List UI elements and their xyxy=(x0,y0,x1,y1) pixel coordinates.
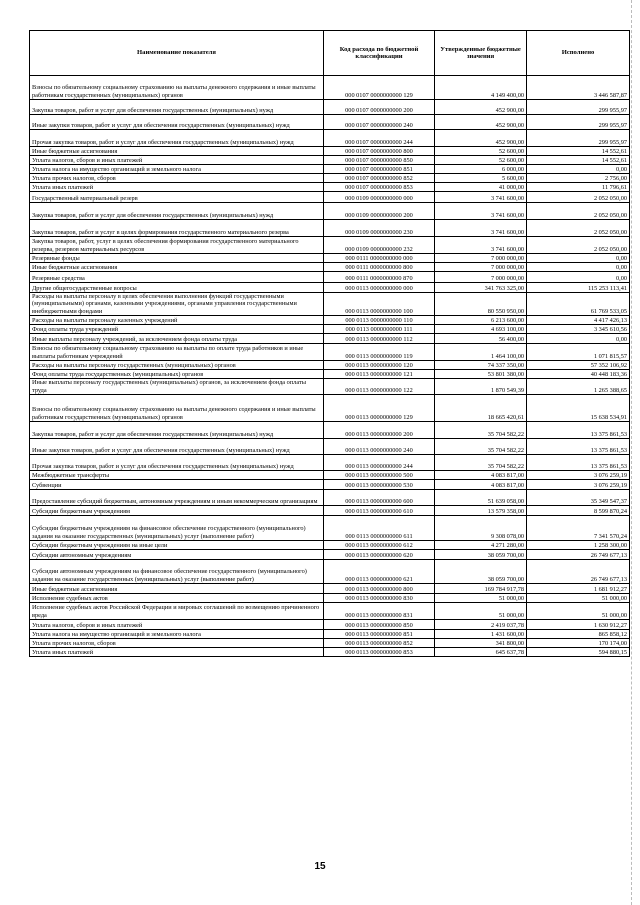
row-code: 000 0113 0000000000 610 xyxy=(324,506,435,516)
row-code: 000 0107 0000000000 800 xyxy=(324,147,435,156)
row-executed: 299 955,97 xyxy=(527,100,630,115)
row-approved: 35 704 582,22 xyxy=(435,439,527,455)
table-row xyxy=(30,263,630,272)
row-code: 000 0113 0000000000 500 xyxy=(324,471,435,480)
table-row xyxy=(30,316,630,325)
row-approved: 4 083 817,00 xyxy=(435,480,527,490)
row-approved: 9 308 078,00 xyxy=(435,516,527,541)
row-approved: 35 704 582,22 xyxy=(435,455,527,471)
row-executed: 13 375 861,53 xyxy=(527,455,630,471)
row-approved: 2 419 037,78 xyxy=(435,620,527,630)
table-row xyxy=(30,439,630,455)
row-executed: 13 375 861,53 xyxy=(527,422,630,439)
row-code: 000 0113 0000000000 240 xyxy=(324,439,435,455)
row-code: 000 0113 0000000000 853 xyxy=(324,648,435,657)
table-row xyxy=(30,603,630,620)
table-row xyxy=(30,203,630,220)
row-code: 000 0109 0000000000 200 xyxy=(324,203,435,220)
row-code: 000 0107 0000000000 850 xyxy=(324,156,435,165)
row-code: 000 0107 0000000000 853 xyxy=(324,183,435,192)
row-code: 000 0113 0000000000 121 xyxy=(324,370,435,379)
row-code: 000 0113 0000000000 200 xyxy=(324,422,435,439)
table-row xyxy=(30,648,630,657)
row-code: 000 0113 0000000000 850 xyxy=(324,620,435,630)
table-row xyxy=(30,370,630,379)
row-code: 000 0113 0000000000 852 xyxy=(324,639,435,648)
scan-edge-line xyxy=(631,0,632,905)
row-approved: 56 400,00 xyxy=(435,334,527,344)
row-code: 000 0109 0000000000 230 xyxy=(324,220,435,237)
row-executed: 57 352 106,92 xyxy=(527,361,630,370)
row-approved: 1 870 549,39 xyxy=(435,379,527,395)
table-row xyxy=(30,237,630,254)
row-code: 000 0107 0000000000 129 xyxy=(324,76,435,100)
row-executed: 15 638 534,91 xyxy=(527,395,630,422)
row-approved: 452 900,00 xyxy=(435,130,527,147)
column-header-approved: Утвержденные бюджетные значения xyxy=(435,31,527,76)
row-name: Исполнение судебных актов xyxy=(30,594,324,603)
table-row xyxy=(30,422,630,439)
table-row xyxy=(30,361,630,370)
table-row xyxy=(30,639,630,648)
row-approved: 35 704 582,22 xyxy=(435,422,527,439)
row-approved: 7 000 000,00 xyxy=(435,254,527,263)
row-approved: 51 639 058,00 xyxy=(435,490,527,506)
row-name: Взносы по обязательному социальному страхованию на выплаты по оплате труда работников и иные выплаты работникам учреждений xyxy=(30,344,324,361)
table-body xyxy=(30,76,630,657)
row-name: Прочая закупка товаров, работ и услуг для обеспечения государственных (муниципальных) нужд xyxy=(30,130,324,147)
row-name: Иные выплаты персоналу государственных (муниципальных) органов, за исключением фонда оплаты труда xyxy=(30,379,324,395)
row-executed: 14 552,61 xyxy=(527,156,630,165)
row-code: 000 0113 0000000000 000 xyxy=(324,283,435,293)
row-code: 000 0109 0000000000 232 xyxy=(324,237,435,254)
row-code: 000 0113 0000000000 110 xyxy=(324,316,435,325)
row-executed: 3 076 259,19 xyxy=(527,471,630,480)
row-approved: 52 600,00 xyxy=(435,147,527,156)
row-approved: 4 693 100,00 xyxy=(435,325,527,334)
row-approved: 80 550 950,00 xyxy=(435,293,527,316)
table-row xyxy=(30,344,630,361)
row-name: Прочая закупка товаров, работ и услуг для обеспечения государственных (муниципальных) нужд xyxy=(30,455,324,471)
row-executed: 1 258 300,00 xyxy=(527,541,630,550)
row-name: Уплата налогов, сборов и иных платежей xyxy=(30,156,324,165)
row-approved: 38 059 700,00 xyxy=(435,550,527,560)
row-name: Иные выплаты персоналу учреждений, за исключением фонда оплаты труда xyxy=(30,334,324,344)
row-name: Другие общегосударственные вопросы xyxy=(30,283,324,293)
row-executed: 40 448 183,36 xyxy=(527,370,630,379)
row-approved: 41 000,00 xyxy=(435,183,527,192)
row-executed: 3 076 259,19 xyxy=(527,480,630,490)
row-approved: 341 800,00 xyxy=(435,639,527,648)
row-name: Субсидии бюджетным учреждениям на финансовое обеспечение государственного (муниципального) задания на оказание государственных (муниципальных) услуг (выполнение работ) xyxy=(30,516,324,541)
row-executed: 26 749 677,13 xyxy=(527,550,630,560)
row-name: Фонд оплаты труда учреждений xyxy=(30,325,324,334)
row-executed: 865 858,12 xyxy=(527,630,630,639)
row-name: Иные бюджетные ассигнования xyxy=(30,263,324,272)
row-code: 000 0113 0000000000 851 xyxy=(324,630,435,639)
table-row xyxy=(30,76,630,100)
row-approved: 51 000,00 xyxy=(435,603,527,620)
row-executed: 170 174,00 xyxy=(527,639,630,648)
row-name: Резервные фонды xyxy=(30,254,324,263)
row-approved: 4 271 280,00 xyxy=(435,541,527,550)
table-row xyxy=(30,220,630,237)
row-name: Фонд оплаты труда государственных (муниципальных) органов xyxy=(30,370,324,379)
table-row xyxy=(30,584,630,594)
row-code: 000 0113 0000000000 100 xyxy=(324,293,435,316)
row-approved: 3 741 600,00 xyxy=(435,192,527,203)
row-code: 000 0107 0000000000 240 xyxy=(324,115,435,130)
row-code: 000 0113 0000000000 621 xyxy=(324,560,435,584)
row-approved: 3 741 600,00 xyxy=(435,220,527,237)
table-row xyxy=(30,283,630,293)
row-code: 000 0113 0000000000 129 xyxy=(324,395,435,422)
row-name: Иные бюджетные ассигнования xyxy=(30,147,324,156)
column-header-name: Наименование показателя xyxy=(30,31,324,76)
table-row xyxy=(30,620,630,630)
row-executed: 3 345 610,56 xyxy=(527,325,630,334)
row-executed: 11 796,61 xyxy=(527,183,630,192)
row-approved: 52 600,00 xyxy=(435,156,527,165)
row-executed: 2 052 050,00 xyxy=(527,237,630,254)
row-executed: 2 052 050,00 xyxy=(527,220,630,237)
row-executed: 2 756,00 xyxy=(527,174,630,183)
table-row xyxy=(30,293,630,316)
table-row xyxy=(30,471,630,480)
row-code: 000 0107 0000000000 852 xyxy=(324,174,435,183)
row-executed: 2 052 050,00 xyxy=(527,203,630,220)
row-executed: 299 955,97 xyxy=(527,130,630,147)
table-row xyxy=(30,325,630,334)
row-code: 000 0113 0000000000 612 xyxy=(324,541,435,550)
row-executed: 13 375 861,53 xyxy=(527,439,630,455)
row-name: Резервные средства xyxy=(30,272,324,283)
table-row xyxy=(30,630,630,639)
row-code: 000 0113 0000000000 122 xyxy=(324,379,435,395)
row-name: Уплата налогов, сборов и иных платежей xyxy=(30,620,324,630)
row-approved: 341 763 325,00 xyxy=(435,283,527,293)
row-approved: 74 337 350,00 xyxy=(435,361,527,370)
row-name: Уплата иных платежей xyxy=(30,183,324,192)
column-header-executed: Исполнено xyxy=(527,31,630,76)
row-name: Субсидии автономным учреждениям xyxy=(30,550,324,560)
row-code: 000 0113 0000000000 119 xyxy=(324,344,435,361)
row-name: Государственный материальный резерв xyxy=(30,192,324,203)
row-code: 000 0111 0000000000 800 xyxy=(324,263,435,272)
row-name: Уплата прочих налогов, сборов xyxy=(30,174,324,183)
row-approved: 18 665 420,61 xyxy=(435,395,527,422)
row-name: Субвенции xyxy=(30,480,324,490)
row-code: 000 0113 0000000000 600 xyxy=(324,490,435,506)
row-name: Уплата прочих налогов, сборов xyxy=(30,639,324,648)
row-executed: 0,00 xyxy=(527,254,630,263)
table-row xyxy=(30,254,630,263)
row-name: Иные закупки товаров, работ и услуг для обеспечения государственных (муниципальных) нужд xyxy=(30,115,324,130)
table-header-row xyxy=(30,31,630,76)
row-code: 000 0113 0000000000 111 xyxy=(324,325,435,334)
row-name: Уплата налога на имущество организаций и земельного налога xyxy=(30,630,324,639)
row-approved: 6 000,00 xyxy=(435,165,527,174)
row-name: Взносы по обязательному социальному страхованию на выплаты денежного содержания и иные выплаты работникам государственных (муниципальных) органов xyxy=(30,76,324,100)
row-name: Взносы по обязательному социальному страхованию на выплаты денежного содержания и иные выплаты работникам государственных (муниципальных) органов xyxy=(30,395,324,422)
row-approved: 5 600,00 xyxy=(435,174,527,183)
row-name: Закупка товаров, работ и услуг для обеспечения государственных (муниципальных) нужд xyxy=(30,203,324,220)
table-row xyxy=(30,147,630,156)
row-executed: 594 880,15 xyxy=(527,648,630,657)
table-row xyxy=(30,541,630,550)
table-row xyxy=(30,506,630,516)
row-approved: 53 801 380,00 xyxy=(435,370,527,379)
row-code: 000 0113 0000000000 120 xyxy=(324,361,435,370)
row-approved: 645 637,78 xyxy=(435,648,527,657)
row-approved: 51 000,00 xyxy=(435,594,527,603)
table-row xyxy=(30,455,630,471)
row-executed: 0,00 xyxy=(527,272,630,283)
row-executed: 1 681 912,27 xyxy=(527,584,630,594)
row-executed: 1 630 912,27 xyxy=(527,620,630,630)
row-name: Иные бюджетные ассигнования xyxy=(30,584,324,594)
row-executed: 0,00 xyxy=(527,334,630,344)
table-row xyxy=(30,174,630,183)
row-approved: 4 149 400,00 xyxy=(435,76,527,100)
table-row xyxy=(30,156,630,165)
row-code: 000 0113 0000000000 620 xyxy=(324,550,435,560)
row-approved: 3 741 600,00 xyxy=(435,203,527,220)
row-name: Закупка товаров, работ, услуг в целях обеспечения формирования государственного материального резерва, резервов материальных ресурсов xyxy=(30,237,324,254)
table-row xyxy=(30,550,630,560)
row-name: Исполнение судебных актов Российской Федерации и мировых соглашений по возмещению причиненного вреда xyxy=(30,603,324,620)
budget-execution-table xyxy=(29,30,630,657)
row-executed: 61 769 533,05 xyxy=(527,293,630,316)
row-code: 000 0107 0000000000 200 xyxy=(324,100,435,115)
row-executed: 35 349 547,37 xyxy=(527,490,630,506)
row-code: 000 0113 0000000000 831 xyxy=(324,603,435,620)
row-name: Уплата иных платежей xyxy=(30,648,324,657)
table-row xyxy=(30,379,630,395)
row-approved: 4 083 817,00 xyxy=(435,471,527,480)
row-name: Субсидии бюджетным учреждениям xyxy=(30,506,324,516)
row-code: 000 0113 0000000000 611 xyxy=(324,516,435,541)
row-code: 000 0113 0000000000 112 xyxy=(324,334,435,344)
row-name: Иные закупки товаров, работ и услуг для обеспечения государственных (муниципальных) нужд xyxy=(30,439,324,455)
row-executed: 0,00 xyxy=(527,263,630,272)
row-approved: 3 741 600,00 xyxy=(435,237,527,254)
row-code: 000 0113 0000000000 830 xyxy=(324,594,435,603)
page-number: 15 xyxy=(314,861,326,872)
table-row xyxy=(30,480,630,490)
row-executed: 115 253 113,41 xyxy=(527,283,630,293)
row-executed: 26 749 677,13 xyxy=(527,560,630,584)
row-executed: 0,00 xyxy=(527,165,630,174)
row-executed: 299 955,97 xyxy=(527,115,630,130)
row-name: Уплата налога на имущество организаций и земельного налога xyxy=(30,165,324,174)
row-name: Межбюджетные трансферты xyxy=(30,471,324,480)
row-approved: 1 431 600,00 xyxy=(435,630,527,639)
row-name: Закупка товаров, работ и услуг для обеспечения государственных (муниципальных) нужд xyxy=(30,422,324,439)
column-header-code: Код расхода по бюджетной классификации xyxy=(324,31,435,76)
row-approved: 169 784 917,78 xyxy=(435,584,527,594)
table-row xyxy=(30,560,630,584)
row-code: 000 0113 0000000000 244 xyxy=(324,455,435,471)
row-name: Закупка товаров, работ и услуг в целях формирования государственного материального резерва xyxy=(30,220,324,237)
table-row xyxy=(30,115,630,130)
row-approved: 452 900,00 xyxy=(435,115,527,130)
row-approved: 6 213 600,00 xyxy=(435,316,527,325)
table-row xyxy=(30,334,630,344)
row-name: Закупка товаров, работ и услуг для обеспечения государственных (муниципальных) нужд xyxy=(30,100,324,115)
row-executed: 8 599 870,24 xyxy=(527,506,630,516)
row-executed: 4 417 426,13 xyxy=(527,316,630,325)
row-executed: 1 071 815,57 xyxy=(527,344,630,361)
row-executed: 2 052 050,00 xyxy=(527,192,630,203)
row-code: 000 0113 0000000000 530 xyxy=(324,480,435,490)
row-code: 000 0111 0000000000 000 xyxy=(324,254,435,263)
row-name: Расходы на выплаты персоналу в целях обеспечения выполнения функций государственными (муниципальными) органами, казенными учреждениями, органами управления государственными внебюджетными фондами xyxy=(30,293,324,316)
row-approved: 1 464 100,00 xyxy=(435,344,527,361)
row-code: 000 0109 0000000000 000 xyxy=(324,192,435,203)
row-name: Предоставление субсидий бюджетным, автономным учреждениям и иным некоммерческим организациям xyxy=(30,490,324,506)
row-approved: 38 059 700,00 xyxy=(435,560,527,584)
row-executed: 51 000,00 xyxy=(527,603,630,620)
row-name: Расходы на выплаты персоналу казенных учреждений xyxy=(30,316,324,325)
row-executed: 7 341 570,24 xyxy=(527,516,630,541)
row-name: Субсидии автономным учреждениям на финансовое обеспечение государственного (муниципального) задания на оказание государственных (муниципальных) услуг (выполнение работ) xyxy=(30,560,324,584)
table-row xyxy=(30,516,630,541)
table-row xyxy=(30,165,630,174)
table-row xyxy=(30,594,630,603)
row-executed: 3 446 587,87 xyxy=(527,76,630,100)
row-name: Субсидии бюджетным учреждениям на иные цели xyxy=(30,541,324,550)
row-code: 000 0113 0000000000 800 xyxy=(324,584,435,594)
row-code: 000 0107 0000000000 851 xyxy=(324,165,435,174)
table-row xyxy=(30,100,630,115)
row-name: Расходы на выплаты персоналу государственных (муниципальных) органов xyxy=(30,361,324,370)
table-row xyxy=(30,130,630,147)
table-row xyxy=(30,192,630,203)
row-executed: 14 552,61 xyxy=(527,147,630,156)
table-row xyxy=(30,272,630,283)
row-code: 000 0111 0000000000 870 xyxy=(324,272,435,283)
row-code: 000 0107 0000000000 244 xyxy=(324,130,435,147)
table-row xyxy=(30,490,630,506)
table-row xyxy=(30,183,630,192)
row-approved: 7 000 000,00 xyxy=(435,263,527,272)
row-approved: 13 579 358,00 xyxy=(435,506,527,516)
row-approved: 7 000 000,00 xyxy=(435,272,527,283)
table-row xyxy=(30,395,630,422)
row-executed: 1 265 388,65 xyxy=(527,379,630,395)
row-approved: 452 900,00 xyxy=(435,100,527,115)
row-executed: 51 000,00 xyxy=(527,594,630,603)
